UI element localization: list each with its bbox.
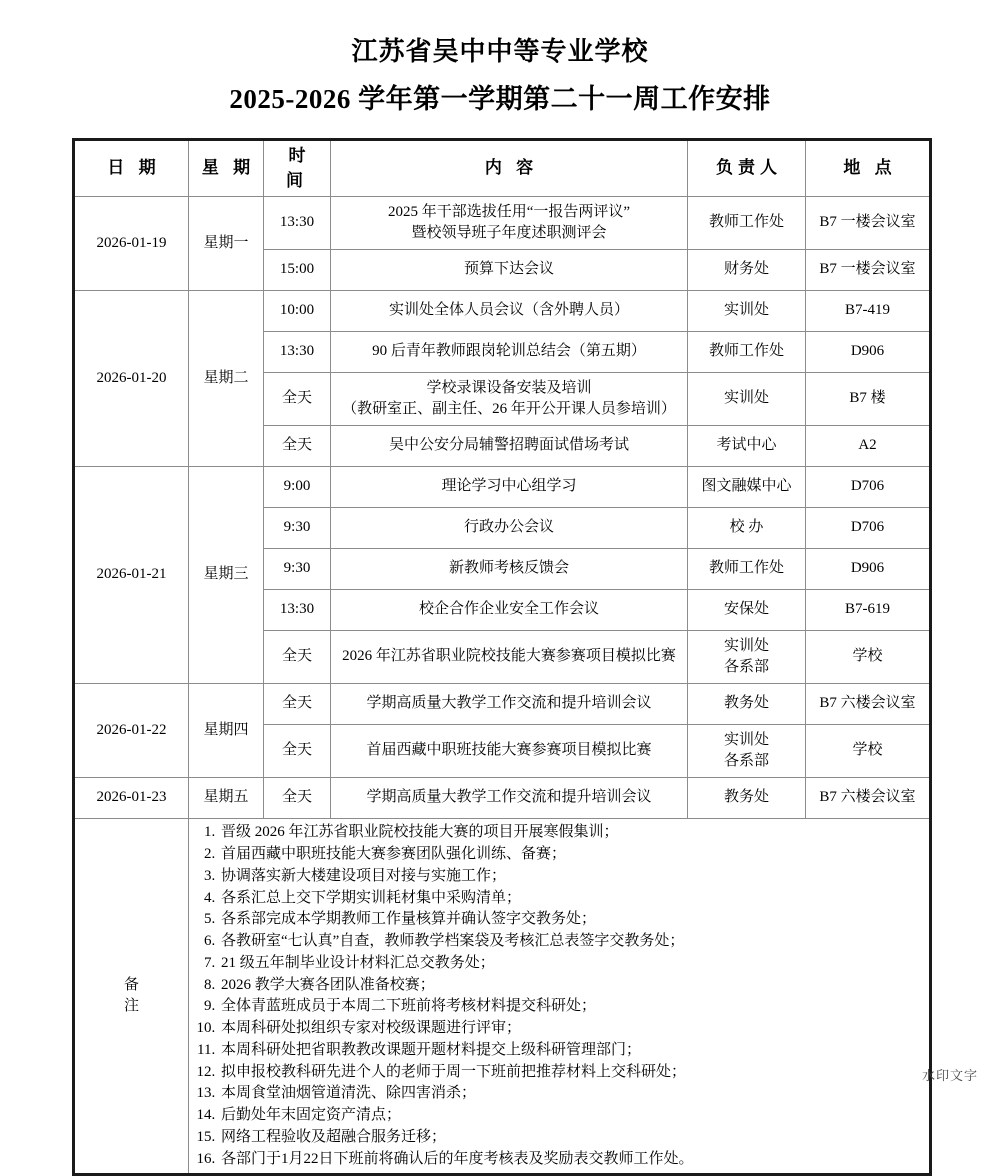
content-line-1: 实训处全体人员会议（含外聘人员） xyxy=(388,302,629,319)
cell-content xyxy=(331,778,688,819)
list-item: 11. 本周科研处把省职教教改课题开题材料提交上级科研管理部门； xyxy=(219,1040,925,1062)
cell-owner xyxy=(688,250,806,291)
content-line-2: （教研室正、副主任、26 年开公开课人员参培训） xyxy=(342,401,676,418)
cell-owner xyxy=(688,549,806,590)
cell-weekday: 星期四 xyxy=(189,684,264,778)
content-line-1: 理论学习中心组学习 xyxy=(441,478,577,495)
list-item: 7. 21 级五年制毕业设计材料汇总交教务处； xyxy=(219,953,925,975)
cell-place: B7 一楼会议室 xyxy=(806,250,931,291)
cell-owner xyxy=(688,291,806,332)
cell-time: 全天 xyxy=(264,373,331,426)
notes-label xyxy=(74,819,189,1175)
cell-place: B7-419 xyxy=(806,291,931,332)
cell-owner xyxy=(688,508,806,549)
content-line-1: 吴中公安分局辅警招聘面试借场考试 xyxy=(388,437,629,454)
owner-line-1: 实训处 xyxy=(723,390,769,407)
header-weekday: 星 期 xyxy=(189,140,264,197)
cell-place: B7-619 xyxy=(806,590,931,631)
owner-line-1: 考试中心 xyxy=(716,437,777,454)
table-body xyxy=(74,197,931,819)
table-head xyxy=(74,140,931,197)
content-line-1: 学校录课设备安装及培训 xyxy=(426,379,592,396)
cell-owner xyxy=(688,590,806,631)
cell-owner xyxy=(688,778,806,819)
cell-content xyxy=(331,291,688,332)
cell-time: 全天 xyxy=(264,778,331,819)
cell-place: 学校 xyxy=(806,725,931,778)
page-subtitle: 2025-2026 学年第一学期第二十一周工作安排 xyxy=(229,84,771,115)
notes-body xyxy=(189,819,931,1175)
list-item: 16. 各部门于1月22日下班前将确认后的年度考核表及奖励表交教师工作处。 xyxy=(219,1149,925,1171)
cell-place: D906 xyxy=(806,332,931,373)
cell-time: 15:00 xyxy=(264,250,331,291)
cell-time: 13:30 xyxy=(264,332,331,373)
owner-line-1: 实训处 xyxy=(723,731,769,748)
cell-owner xyxy=(688,332,806,373)
cell-time: 9:30 xyxy=(264,508,331,549)
owner-line-2: 各系部 xyxy=(723,753,769,770)
owner-line-1: 安保处 xyxy=(723,601,769,618)
cell-owner xyxy=(688,631,806,684)
table-header-row xyxy=(74,140,931,197)
header-date: 日 期 xyxy=(74,140,189,197)
content-line-1: 首届西藏中职班技能大赛参赛项目模拟比赛 xyxy=(366,742,652,759)
cell-content xyxy=(331,467,688,508)
owner-line-2: 各系部 xyxy=(723,659,769,676)
content-line-1: 90 后青年教师跟岗轮训总结会（第五期） xyxy=(372,343,646,360)
list-item: 12. 拟申报校教科研先进个人的老师于周一下班前把推荐材料上交科研处； xyxy=(219,1062,925,1084)
cell-place: A2 xyxy=(806,426,931,467)
cell-owner xyxy=(688,426,806,467)
owner-line-1: 教师工作处 xyxy=(708,343,784,360)
cell-date: 2026-01-23 xyxy=(74,778,189,819)
owner-line-1: 教师工作处 xyxy=(708,214,784,231)
cell-content xyxy=(331,590,688,631)
owner-line-1: 实训处 xyxy=(723,302,769,319)
schedule-table-wrap xyxy=(72,138,929,1176)
cell-content xyxy=(331,549,688,590)
table-row xyxy=(74,291,931,332)
list-item: 4. 各系汇总上交下学期实训耗材集中采购清单； xyxy=(219,888,925,910)
cell-weekday: 星期五 xyxy=(189,778,264,819)
cell-owner xyxy=(688,197,806,250)
cell-weekday: 星期二 xyxy=(189,291,264,467)
cell-weekday: 星期一 xyxy=(189,197,264,291)
owner-line-1: 校 办 xyxy=(729,519,764,536)
content-line-1: 预算下达会议 xyxy=(463,261,554,278)
cell-content xyxy=(331,426,688,467)
cell-date: 2026-01-20 xyxy=(74,291,189,467)
cell-owner xyxy=(688,373,806,426)
cell-content xyxy=(331,508,688,549)
owner-line-1: 教务处 xyxy=(723,695,769,712)
cell-time: 全天 xyxy=(264,725,331,778)
cell-content xyxy=(331,197,688,250)
content-line-1: 2026 年江苏省职业院校技能大赛参赛项目模拟比赛 xyxy=(342,648,676,665)
owner-line-1: 实训处 xyxy=(723,637,769,654)
content-line-1: 2025 年干部选拔任用“一报告两评议” xyxy=(387,203,631,220)
list-item: 14. 后勤处年末固定资产清点； xyxy=(219,1105,925,1127)
cell-place: B7 一楼会议室 xyxy=(806,197,931,250)
notes-section xyxy=(74,819,931,1175)
cell-date: 2026-01-21 xyxy=(74,467,189,684)
header-time: 时 间 xyxy=(264,140,331,197)
owner-line-1: 财务处 xyxy=(723,261,769,278)
owner-line-1: 图文融媒中心 xyxy=(701,478,792,495)
cell-place: D906 xyxy=(806,549,931,590)
table-row xyxy=(74,684,931,725)
page-title: 江苏省吴中中等专业学校 xyxy=(351,37,649,66)
cell-date: 2026-01-19 xyxy=(74,197,189,291)
notes-row xyxy=(74,819,931,1175)
cell-place: D706 xyxy=(806,467,931,508)
cell-time: 全天 xyxy=(264,684,331,725)
owner-line-1: 教师工作处 xyxy=(708,560,784,577)
notes-label-char: 备 xyxy=(123,976,139,993)
cell-content xyxy=(331,684,688,725)
watermark-text: 水印文字 xyxy=(921,1068,978,1083)
header-place: 地 点 xyxy=(806,140,931,197)
cell-time: 全天 xyxy=(264,631,331,684)
content-line-2: 暨校领导班子年度述职测评会 xyxy=(411,225,607,242)
table-row xyxy=(74,778,931,819)
list-item: 10. 本周科研处拟组织专家对校级课题进行评审； xyxy=(219,1018,925,1040)
header-owner: 负责人 xyxy=(688,140,806,197)
table-row xyxy=(74,197,931,250)
notes-list xyxy=(193,822,925,1170)
list-item: 15. 网络工程验收及超融合服务迁移； xyxy=(219,1127,925,1149)
cell-content xyxy=(331,250,688,291)
cell-place: B7 六楼会议室 xyxy=(806,684,931,725)
list-item: 6. 各教研室“七认真”自查，教师教学档案袋及考核汇总表签字交教务处； xyxy=(219,931,925,953)
cell-content xyxy=(331,332,688,373)
content-line-1: 学期高质量大教学工作交流和提升培训会议 xyxy=(366,695,652,712)
cell-owner xyxy=(688,725,806,778)
cell-time: 13:30 xyxy=(264,197,331,250)
cell-time: 全天 xyxy=(264,426,331,467)
cell-weekday: 星期三 xyxy=(189,467,264,684)
cell-time: 9:00 xyxy=(264,467,331,508)
header-content: 内 容 xyxy=(331,140,688,197)
list-item: 13. 本周食堂油烟管道清洗、除四害消杀； xyxy=(219,1083,925,1105)
list-item: 9. 全体青蓝班成员于本周二下班前将考核材料提交科研处； xyxy=(219,996,925,1018)
content-line-1: 学期高质量大教学工作交流和提升培训会议 xyxy=(366,789,652,806)
cell-content xyxy=(331,373,688,426)
list-item: 8. 2026 教学大赛各团队准备校赛； xyxy=(219,975,925,997)
cell-owner xyxy=(688,684,806,725)
table-row xyxy=(74,467,931,508)
cell-content xyxy=(331,725,688,778)
list-item: 5. 各系部完成本学期教师工作量核算并确认签字交教务处； xyxy=(219,909,925,931)
cell-date: 2026-01-22 xyxy=(74,684,189,778)
owner-line-1: 教务处 xyxy=(723,789,769,806)
cell-place: B7 楼 xyxy=(806,373,931,426)
cell-time: 13:30 xyxy=(264,590,331,631)
cell-place: 学校 xyxy=(806,631,931,684)
content-line-1: 新教师考核反馈会 xyxy=(448,560,569,577)
cell-owner xyxy=(688,467,806,508)
cell-content xyxy=(331,631,688,684)
cell-place: D706 xyxy=(806,508,931,549)
list-item: 2. 首届西藏中职班技能大赛参赛团队强化训练、备赛； xyxy=(219,844,925,866)
schedule-table xyxy=(72,138,932,1176)
list-item: 3. 协调落实新大楼建设项目对接与实施工作； xyxy=(219,866,925,888)
list-item: 1. 晋级 2026 年江苏省职业院校技能大赛的项目开展寒假集训； xyxy=(219,822,925,844)
content-line-1: 行政办公会议 xyxy=(463,519,554,536)
cell-place: B7 六楼会议室 xyxy=(806,778,931,819)
cell-time: 9:30 xyxy=(264,549,331,590)
title-block xyxy=(0,0,1000,120)
notes-label-char: 注 xyxy=(123,998,139,1015)
cell-time: 10:00 xyxy=(264,291,331,332)
content-line-1: 校企合作企业安全工作会议 xyxy=(418,601,599,618)
